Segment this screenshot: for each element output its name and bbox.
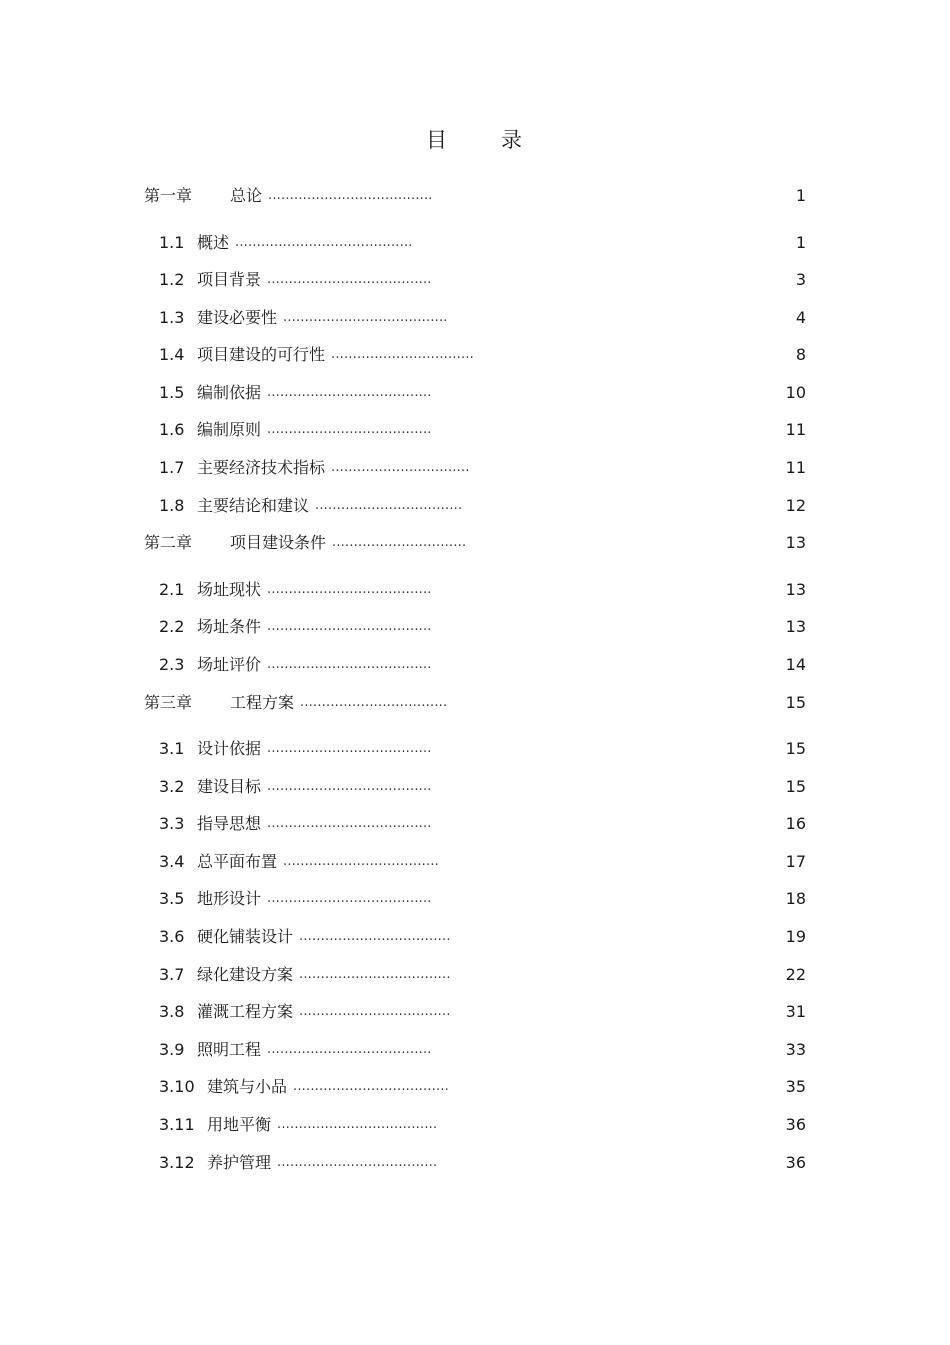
toc-entry-title: 场址现状 [197,579,262,599]
toc-page-number: 10 [785,382,806,402]
toc-section-entry[interactable] [0,410,950,448]
toc-chapter-entry[interactable] [0,523,950,570]
toc-entry-label [159,420,432,440]
toc-page-number: 15 [785,739,806,759]
toc-chapter-entry[interactable] [0,683,950,730]
toc-entry-title: 指导思想 [197,814,262,834]
toc-entry-label [159,383,432,403]
toc-section-entry[interactable] [0,917,950,955]
toc-entry-label [159,1115,437,1135]
toc-page-number: 11 [785,420,806,440]
toc-page-number: 36 [785,1114,806,1134]
toc-entry-label [159,655,432,675]
toc-entry-label [159,308,448,328]
toc-page-number: 17 [785,851,806,871]
toc-entry-number: 3.8 [159,1002,185,1022]
toc-entry-title: 编制原则 [197,420,262,440]
toc-entry-number: 3.12 [159,1152,195,1172]
toc-page-number: 12 [785,495,806,515]
toc-leader-dots: ................................... [299,1004,451,1020]
toc-entry-title: 工程方案 [230,692,295,712]
toc-entry-title: 项目背景 [197,270,262,290]
toc-entry-number: 第二章 [144,533,193,553]
toc-entry-label [159,617,432,637]
toc-entry-title: 绿化建设方案 [197,964,294,984]
toc-entry-title: 项目建设条件 [230,533,327,553]
toc-page-number: 1 [795,186,806,205]
toc-entry-number: 1.6 [159,420,185,440]
toc-page-number: 19 [785,927,806,946]
toc-entry-number: 2.1 [159,579,185,599]
toc-entry-title: 概述 [197,232,230,252]
toc-leader-dots: ...................................... [267,384,432,400]
toc-section-entry[interactable] [0,298,950,336]
toc-section-entry[interactable] [0,767,950,805]
toc-leader-dots: ............................... [332,535,467,551]
toc-entry-title: 硬化铺装设计 [197,927,294,946]
toc-section-entry[interactable] [0,448,950,486]
toc-leader-dots: ...................................... [283,309,448,325]
toc-page-number: 4 [795,307,806,327]
toc-leader-dots: ...................................... [267,891,432,907]
toc-entry-label [159,233,413,253]
toc-entry-title: 地形设计 [197,889,262,909]
toc-entry-number: 3.7 [159,964,185,984]
toc-entry-label [159,965,451,985]
toc-entry-title: 场址条件 [197,617,262,637]
toc-entry-number: 1.1 [159,232,185,252]
toc-entry-label [159,496,462,516]
toc-leader-dots: ...................................... [267,1041,432,1057]
toc-leader-dots: ...................................... [267,272,432,288]
toc-page-number: 14 [785,654,806,674]
toc-section-entry[interactable] [0,260,950,298]
toc-section-entry[interactable] [0,992,950,1030]
toc-page-number: 31 [785,1002,806,1022]
toc-leader-dots: .................................. [315,497,463,513]
toc-entry-title: 建筑与小品 [207,1077,288,1097]
toc-entry-title: 主要经济技术指标 [197,458,326,478]
toc-entry-number: 3.6 [159,927,185,946]
toc-entry-title: 总论 [230,186,263,205]
toc-section-entry[interactable] [0,1030,950,1068]
toc-entry-number: 1.5 [159,382,185,402]
toc-page-number: 13 [785,533,806,553]
toc-entry-number: 1.8 [159,495,185,515]
toc-entry-number: 3.4 [159,851,185,871]
toc-entry-number: 第三章 [144,692,193,712]
toc-entry-label [159,739,432,759]
toc-section-entry[interactable] [0,729,950,767]
toc-page-number: 35 [785,1077,806,1097]
toc-entry-label [159,345,474,365]
toc-entry-number: 3.9 [159,1039,185,1059]
toc-entry-title: 建设目标 [197,776,262,796]
toc-page-number: 15 [785,692,806,712]
toc-section-entry[interactable] [0,1143,950,1181]
toc-leader-dots: ...................................... [267,778,432,794]
toc-entry-title: 编制依据 [197,382,262,402]
toc-section-entry[interactable] [0,879,950,917]
toc-entry-number: 3.1 [159,739,185,759]
toc-leader-dots: ...................................... [267,422,432,438]
toc-page-number: 15 [785,776,806,796]
toc-section-entry[interactable] [0,804,950,842]
toc-entry-number: 1.2 [159,270,185,290]
toc-entry-number: 3.3 [159,814,185,834]
toc-entry-number: 2.3 [159,654,185,674]
toc-section-entry[interactable] [0,645,950,683]
toc-leader-dots: .................................. [300,694,448,710]
toc-entry-number: 1.4 [159,345,185,365]
toc-entry-label [144,186,433,206]
toc-leader-dots: .................................... [293,1079,449,1095]
toc-leader-dots: ...................................... [267,656,432,672]
toc-leader-dots: ...................................... [267,741,432,757]
toc-section-entry[interactable] [0,373,950,411]
toc-page-number: 11 [785,458,806,478]
toc-entry-title: 用地平衡 [207,1114,272,1134]
toc-entry-number: 3.5 [159,889,185,909]
toc-leader-dots: ...................................... [267,581,432,597]
toc-leader-dots: ...................................... [268,188,433,203]
toc-entry-title: 设计依据 [197,739,262,759]
toc-page-number: 22 [785,964,806,984]
toc-entry-number: 第一章 [144,186,193,205]
toc-section-entry[interactable] [0,955,950,993]
toc-entry-label [159,270,432,290]
toc-entry-number: 3.11 [159,1114,195,1134]
toc-leader-dots: ................................. [331,347,474,363]
toc-entry-label [159,852,439,872]
toc-section-entry[interactable] [0,223,950,261]
toc-page-number: 36 [785,1152,806,1172]
toc-page-number: 8 [795,345,806,365]
toc-entry-title: 建设必要性 [197,307,278,327]
toc-entry-label [144,693,447,713]
toc-section-entry[interactable] [0,1067,950,1105]
toc-leader-dots: ................................... [299,966,451,982]
toc-leader-dots: ...................................... [267,816,432,832]
toc-leader-dots: ......................................... [235,234,413,250]
toc-entry-number: 3.2 [159,776,185,796]
toc-page-number: 3 [795,270,806,290]
toc-entry-label [159,580,432,600]
toc-entry-label [159,889,432,909]
toc-page-number: 18 [785,889,806,909]
toc-section-entry[interactable] [0,335,950,373]
toc-section-entry[interactable] [0,486,950,524]
toc-entry-title: 养护管理 [207,1152,272,1172]
toc-entry-number: 1.3 [159,307,185,327]
toc-page-number: 1 [795,232,806,252]
toc-entry-label [159,814,432,834]
toc-entry-title: 总平面布置 [197,851,278,871]
toc-chapter-entry[interactable] [0,176,950,223]
toc-section-entry[interactable] [0,570,950,608]
toc-leader-dots: ..................................... [277,1116,438,1132]
toc-leader-dots: ...................................... [267,619,432,635]
toc-entry-number: 1.7 [159,458,185,478]
toc-entry-title: 灌溉工程方案 [197,1002,294,1022]
toc-entry-title: 场址评价 [197,654,262,674]
toc-list [0,176,950,1180]
toc-entry-label [159,1040,432,1060]
toc-entry-title: 主要结论和建议 [197,495,310,515]
toc-entry-number: 2.2 [159,617,185,637]
toc-page-number: 16 [785,814,806,834]
toc-heading [0,124,950,154]
toc-entry-label [159,927,451,947]
toc-entry-title: 项目建设的可行性 [197,345,326,365]
toc-entry-title: 照明工程 [197,1039,262,1059]
toc-heading-right: 录 [501,128,524,152]
toc-section-entry[interactable] [0,607,950,645]
toc-entry-label [159,1002,451,1022]
toc-section-entry[interactable] [0,842,950,880]
toc-entry-label [159,1153,437,1173]
toc-leader-dots: ................................... [299,929,451,944]
toc-leader-dots: ................................ [331,460,470,476]
toc-leader-dots: .................................... [283,853,439,869]
toc-entry-label [159,1077,449,1097]
toc-leader-dots: ..................................... [277,1154,438,1170]
toc-page-number: 33 [785,1039,806,1059]
toc-heading-left: 目 [426,128,449,152]
toc-page-number: 13 [785,617,806,637]
toc-section-entry[interactable] [0,1105,950,1143]
toc-entry-label [159,458,470,478]
toc-entry-label [159,777,432,797]
toc-entry-number: 3.10 [159,1077,195,1097]
toc-entry-label [144,533,466,553]
toc-page-number: 13 [785,579,806,599]
